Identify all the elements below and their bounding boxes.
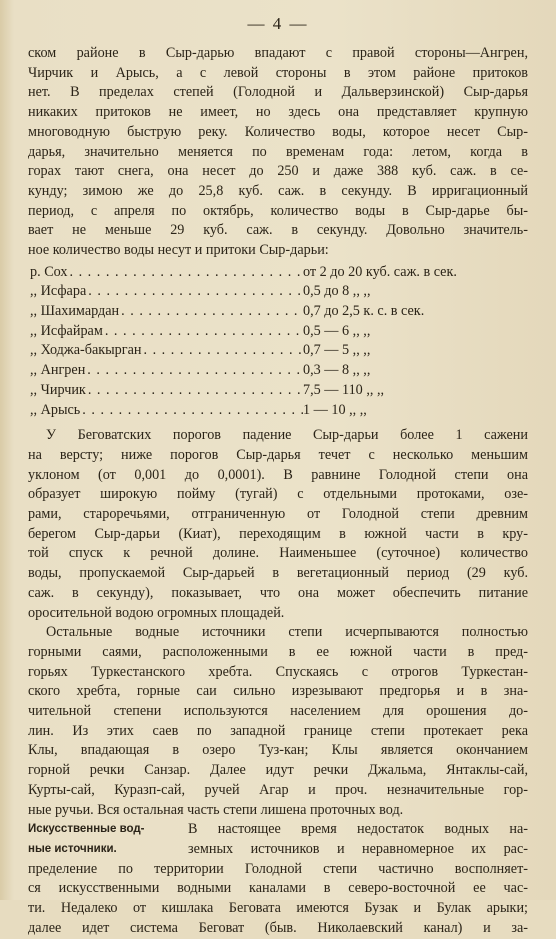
tributary-name: ,, Исфайрам [30,322,103,339]
text-line: дарья, значительно меняется по временам года: летом, когда в [28,143,528,160]
text-line: Остальные водные источники степи исчерпываются полностью [46,624,528,641]
text-line: ное количество воды несут и притоки Сыр-дарьи: [28,242,329,259]
tributary-flow: 0,7 — 5 ,, ,, [303,342,371,359]
tributary-flow: 1 — 10 ,, ,, [303,401,367,418]
text-line: В настоящее время недостаток водных на- [188,821,528,838]
text-line: горной речки Санзар. Далее идут речки Джальма, Янтаклы-сай, [28,762,528,779]
dot-leader [103,322,303,342]
text-line: чительной степени используются населением для орошения до- [28,703,528,720]
dot-leader [141,341,303,361]
tributary-row [28,341,528,361]
tributary-name: ,, Ангрен [30,362,86,379]
text-line: саж. в секунду), показывает, что она может обеспечить питание [28,584,528,601]
text-line: горах тают снега, она несет до 250 и даже 388 куб. саж. в се- [28,163,528,180]
tributary-flow: 0,3 — 8 ,, ,, [303,362,371,379]
dot-leader [85,361,303,381]
text-line: уклоном (от 0,001 до 0,0001). В равнине Голодной степи она [28,466,528,483]
text-line: никаких притоков не имеет, но здесь она представляет крупную [28,104,528,121]
text-line: ти. Недалеко от кишлака Беговата имеются Бузак и Булак арыки; [28,900,528,917]
text-line: рами, староречьями, отграниченную от Голодной степи древним [28,506,528,523]
tributary-name: ,, Чирчик [30,381,86,398]
text-line: горными саями, расположенными в ее южной части в пред- [28,643,528,660]
text-line: образует широкую пойму (тугай) с отдельными протоками, озе- [28,486,528,503]
text-line: ся искусственными водными каналами в северо-восточной ее час- [28,880,528,897]
text-line: ском районе в Сыр-дарью впадают с правой стороны—Ангрен, [28,45,528,61]
dot-leader [86,381,303,401]
tributary-flow: 0,7 до 2,5 к. с. в сек. [303,303,425,320]
tributary-row [28,282,528,302]
side-heading-row [28,820,528,840]
tributary-row [28,322,528,342]
paragraph-1 [28,44,528,261]
dot-leader [67,263,303,283]
text-line: берегом Сыр-дарьи (Киат), переходящим в южной части в кру- [28,525,528,542]
text-line: далее идет система Беговат (быв. Николаевский канал) и за- [28,919,528,936]
text-line: горьях Туркестанского хребта. Спускаясь с отрогов Туркестан- [28,663,528,680]
tributary-flow: 7,5 — 110 ,, ,, [303,381,385,398]
text-line: лин. Из этих саев по западной границе степи протекает река [28,722,528,739]
tributary-flow: от 2 до 20 куб. саж. в сек. [303,263,457,280]
text-line: пределение по территории Голодной степи частично восполняет- [28,860,528,877]
text-line: земных источников и неравномерное их рас- [188,841,528,857]
text-line: воды, пропускаемой Сыр-дарьей в вегетационный период (29 куб. [28,565,528,582]
text-line: нет. В пределах степей (Голодной и Дальверзинской) Сыр-дарья [28,84,528,101]
text-line: Чирчик и Арысь, а с левой стороны в этом районе притоков [28,64,528,81]
paragraph-2 [28,426,528,623]
text-line: Клы, впадающая в озеро Туз-кан; Клы является окончанием [28,742,528,759]
text-line: вает не меньше 29 куб. саж. в секунду. Довольно значитель- [28,222,528,239]
text-line: оросительной водою огромных площадей. [28,604,285,621]
tributary-row [28,263,528,283]
text-line: У Беговатских порогов падение Сыр-дарьи более 1 сажени [46,427,528,444]
tributary-name: ,, Ходжа-бакырган [30,342,142,359]
tributary-row [28,401,528,421]
text-line: Курты-сай, Куразп-сай, ручей Агар и проч. незначительные гор- [28,781,528,798]
text-line: ные ручьи. Вся остальная часть степи лишена проточных вод. [28,801,404,818]
paragraph-3 [28,623,528,820]
tributary-row [28,381,528,401]
tributary-flow: 0,5 до 8 ,, ,, [303,283,371,300]
side-heading-line: Искусственные вод- [28,823,145,836]
dot-leader [119,302,303,322]
tributary-name: ,, Исфара [30,283,87,300]
page-number: — 4 — [247,14,309,33]
page-body [28,44,528,939]
text-line: многоводную быструю реку. Количество воды, которое несет Сыр- [28,123,528,140]
side-heading-row [28,840,528,860]
text-line: кунду; зимою же до 25,8 куб. саж. в секунду. В ирригационный [28,182,528,199]
tributary-row [28,361,528,381]
dot-leader [80,401,303,421]
tributary-flow: 0,5 — 6 ,, ,, [303,322,371,339]
paragraph-4 [28,820,528,938]
side-heading-line: ные источники. [28,843,117,855]
dot-leader [86,282,303,302]
text-line: на версту; ниже порогов Сыр-дарья течет с несколько меньшим [28,446,528,463]
text-line: той спуск к речной долине. Наименьшее (суточное) количество [28,545,528,562]
tributary-name: ,, Арысь [30,401,81,418]
text-line: ского хребта, горные саи сильно изрезывают предгорья и в зна- [28,683,528,700]
tributary-name: ,, Шахимардан [30,303,120,320]
tributary-name: р. Сох [30,263,68,280]
tributary-row [28,302,528,322]
tributaries-list [28,263,528,421]
text-line: период, с апреля по октябрь, количество воды в Сыр-дарье бы- [28,202,528,219]
